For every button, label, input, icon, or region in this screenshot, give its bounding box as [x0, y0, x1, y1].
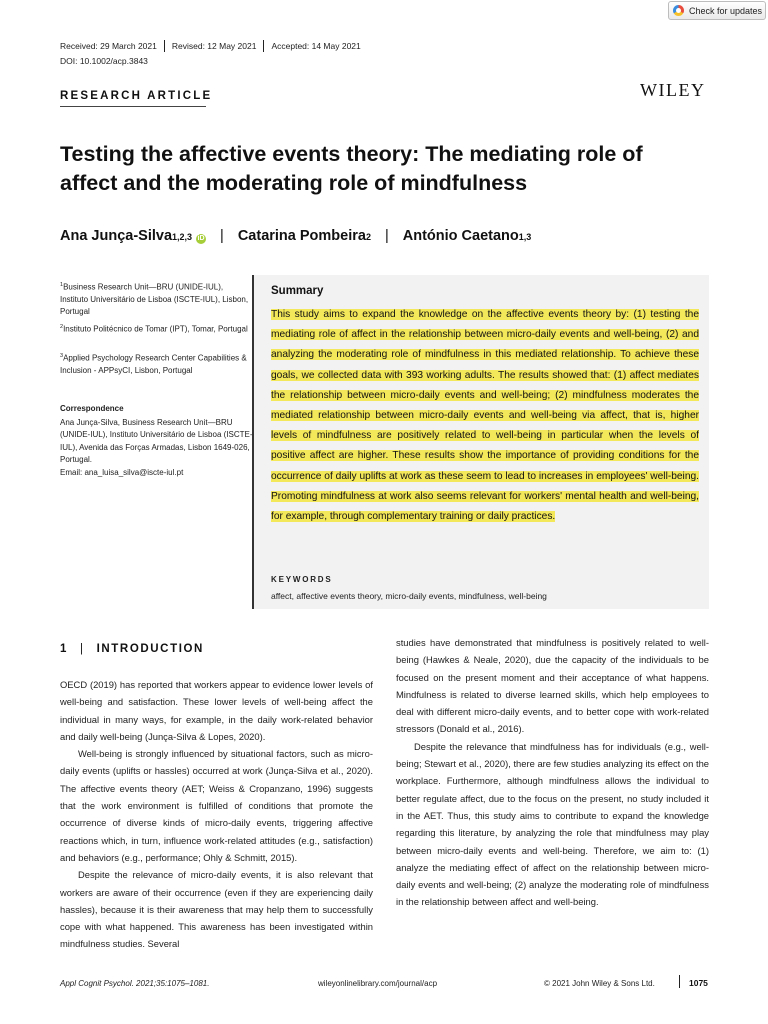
author-separator: | [220, 228, 224, 244]
date-divider [263, 40, 264, 52]
affiliation-text: Business Research Unit—BRU (UNIDE-IUL), Instituto Universitário de Lisboa (ISCTE-IUL), Lisbon, Portugal [60, 282, 249, 317]
doi[interactable]: DOI: 10.1002/acp.3843 [60, 56, 148, 66]
author-affiliation-marker: 1,3 [518, 232, 532, 242]
check-for-updates-button[interactable] [668, 1, 766, 20]
affiliation-text: Instituto Politécnico de Tomar (IPT), Tomar, Portugal [63, 324, 248, 334]
author-name[interactable]: Ana Junça-Silva [60, 228, 173, 244]
footer-divider [679, 975, 680, 988]
article-type-underline [60, 106, 206, 107]
correspondence-block [60, 417, 255, 479]
correspondence-email[interactable]: Email: ana_luisa_silva@iscte-iul.pt [60, 467, 184, 477]
author-affiliation-marker: 1,2,3 [172, 232, 193, 242]
body-paragraph: OECD (2019) has reported that workers appear to evidence lower levels of well-being and satisfaction. These lower levels of well-being affect the individual in many ways, for example, in the daily work-related behavior and daily well-being (Junça-Silva & Lopes, 2020). [60, 679, 373, 742]
date-divider [164, 40, 165, 52]
body-paragraph: Despite the relevance that mindfulness has for individuals (e.g., well-being; Stewart et al., 2020), there are few studies analyzing its effect on the workplace. Furthermore, although mindfulness allows the individual to better regulate affect, due to the focus on the present, no study included it in the AET. Thus, this study aims to contribute to expand the knowledge regarding this literature, by analyzing the role that mindfulness may play between micro-daily events and well-being. Therefore, we aim to: (1) analyze the mediating effect of affect on the relationship between micro-daily events and well-being; (2) analyze the moderating role of mindfulness in the relationship between affect and well-being. [396, 740, 709, 908]
affiliation-number: 2 [60, 324, 64, 330]
body-column-left [60, 676, 373, 953]
affiliation [60, 321, 250, 336]
author-name[interactable]: António Caetano [402, 228, 519, 244]
orcid-icon[interactable]: iD [197, 235, 205, 242]
affiliation [60, 350, 250, 377]
affiliation-text: Applied Psychology Research Center Capabilities & Inclusion - APPsyCI, Lisbon, Portugal [60, 353, 247, 376]
body-paragraph: Well-being is strongly influenced by situational factors, such as micro-daily events (uplifts or hassles) occurred at work (Junça-Silva et al., 2020). The affective events theory (AET; Weiss & Cropanzano, 1996) suggests that the work environment is fulfilled of conditions that promote the occurrence of diverse kinds of micro-daily events, triggering affective reactions which, in turn, influence work-related attitudes (e.g., satisfaction) and behaviors (e.g., performance; Ohly & Schmitt, 2015). [60, 748, 373, 863]
author-list [60, 228, 531, 244]
revised-date: Revised: 12 May 2021 [171, 41, 257, 51]
article-type: RESEARCH ARTICLE [60, 90, 213, 102]
keywords-heading: KEYWORDS [271, 575, 333, 584]
correspondence-heading: Correspondence [60, 404, 124, 413]
crossmark-icon [673, 5, 684, 16]
body-paragraph: studies have demonstrated that mindfulness is positively related to well-being (Hawkes & Neale, 2020), due the capacity of the individuals to be focused on the present moment and their acceptance of what happens. Mindfulness is related to diverse learned skills, which help employees to deal with different micro-daily events, and to better cope with work-related stressors (Donald et al., 2016). [396, 637, 709, 735]
paper-title: Testing the affective events theory: The mediating role of affect and the moderating role of mindfulness [60, 142, 643, 195]
summary-heading: Summary [271, 285, 324, 297]
affiliation-number: 3 [60, 353, 64, 359]
summary-highlighted-text: This study aims to expand the knowledge on the affective events theory by: (1) testing the mediating role of affect in the relationship between micro-daily events and well-being, (2) and analyzing the moderating role of mindfulness in this mediated relationship. To achieve these goals, we collected data with 393 working adults. The results showed that: (1) affect mediates the relationship between micro-daily events and well-being; (2) mindfulness moderates the mediated relationship between micro-daily events and well-being via affect, that is, higher levels of mindfulness are positively related to well-being in particular when the levels of positive affect are higher. These results show the importance of providing conditions for the occurrence of daily uplifts at work as these seem to lead to increases in employees' well-being. Promoting mindfulness at work also seems relevant for workers' mental health and well-being, for example, through complementary training or daily practices. [271, 309, 699, 523]
section-number: 1 [60, 643, 68, 655]
page-number: 1075 [689, 978, 708, 988]
article-dates [60, 40, 361, 52]
received-date: Received: 29 March 2021 [60, 41, 157, 51]
author-name[interactable]: Catarina Pombeira [237, 228, 366, 244]
keywords: affect, affective events theory, micro-daily events, mindfulness, well-being [271, 591, 547, 601]
section-heading [60, 643, 204, 655]
summary-left-rule [252, 275, 254, 609]
publisher-logo: WILEY [640, 80, 706, 100]
accepted-date: Accepted: 14 May 2021 [271, 41, 361, 51]
body-paragraph: Despite the relevance of micro-daily events, it is also relevant that workers are aware of their occurrence (even if they are experiencing daily hassles), because it is their awareness that may help them to successfully cope with what happened. This awareness has been investigated within mindfulness studies. Several [60, 869, 373, 950]
author-affiliation-marker: 2 [365, 232, 371, 242]
footer-citation: Appl Cognit Psychol. 2021;35:1075–1081. [60, 979, 210, 988]
summary-text [271, 305, 699, 527]
section-title: INTRODUCTION [96, 643, 204, 655]
affiliation-number: 1 [60, 282, 64, 288]
author-separator: | [384, 228, 389, 244]
section-separator: | [80, 643, 85, 655]
check-for-updates-label: Check for updates [689, 5, 763, 16]
affiliation [60, 279, 250, 319]
correspondence-address: Ana Junça-Silva, Business Research Unit—BRU (UNIDE-IUL), Instituto Universitário de Lisboa (ISCTE-IUL), Avenida das Forças Armadas, Lisbon 1649-026, Portugal. [60, 418, 253, 465]
footer-url[interactable]: wileyonlinelibrary.com/journal/acp [318, 979, 438, 988]
footer-copyright: © 2021 John Wiley & Sons Ltd. [544, 979, 655, 988]
body-column-right [396, 634, 709, 911]
